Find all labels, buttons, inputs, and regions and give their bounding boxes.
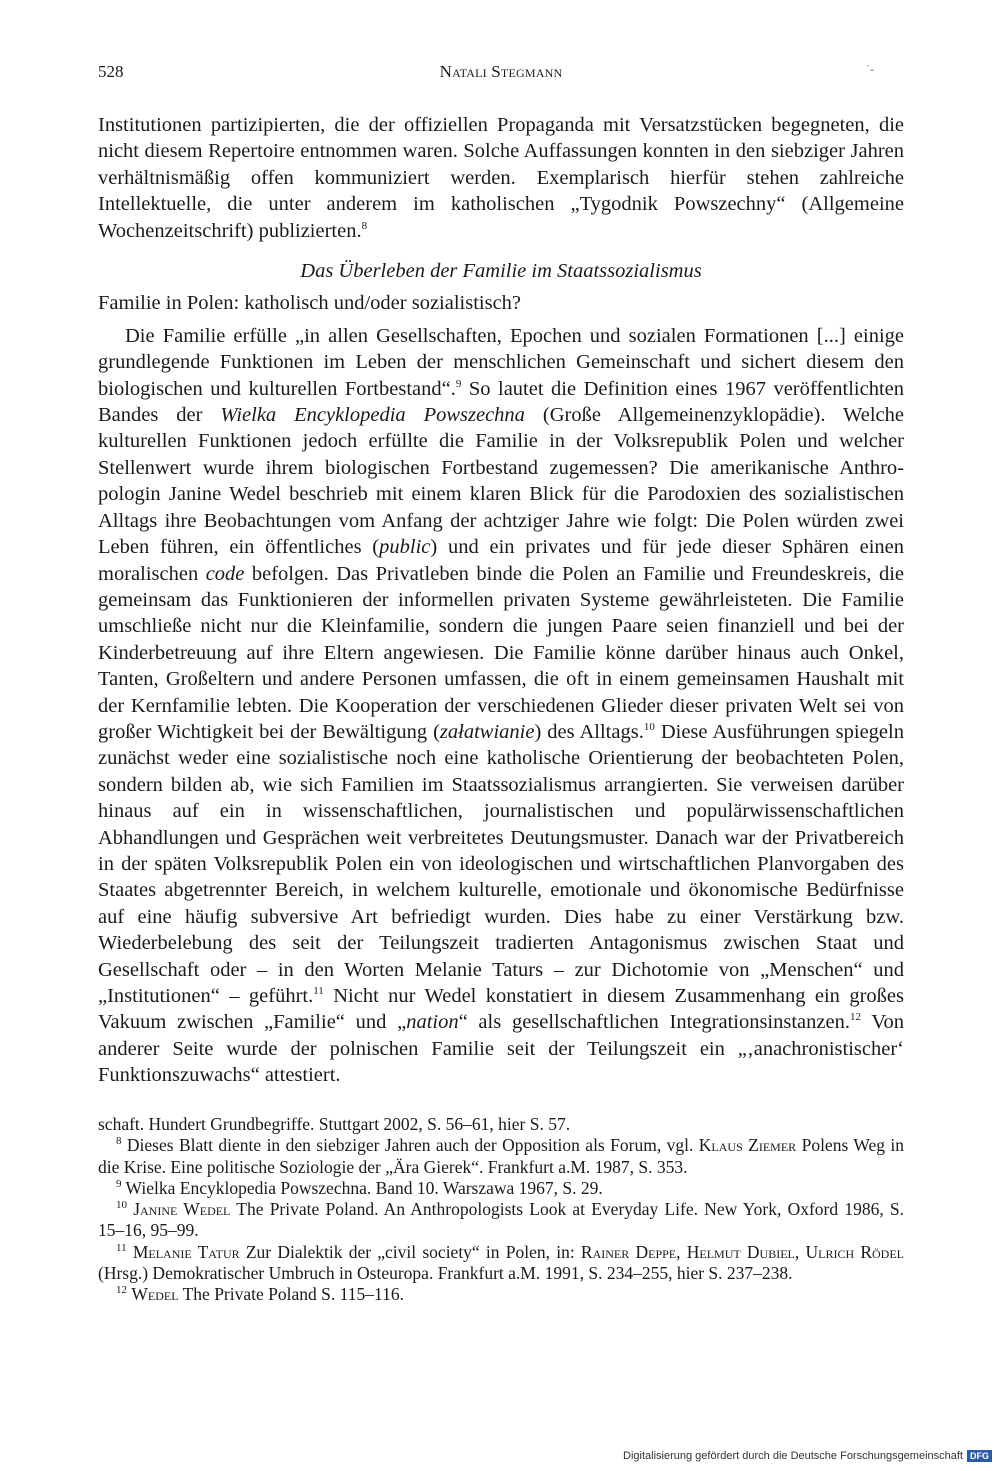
footnote-text: The Private Poland. An Anthropologists Look at Everyday Life. New York, Oxford 1986, S. 15–16, 95–99. <box>98 1199 905 1241</box>
credit-text: Digitalisierung gefördert durch die Deutsche Forschungsgemeinschaft <box>623 1450 963 1462</box>
footnote-text: Dieses Blatt diente in den siebziger Jahren auch der Opposition als Forum, vgl. <box>121 1135 699 1156</box>
footnotes <box>98 1114 904 1306</box>
footnote-text: (Hrsg.) Demokratischer Umbruch in Osteuropa. Frankfurt a.M. 1991, S. 234–255, hier S. 237–238. <box>98 1263 793 1284</box>
footnote-8 <box>98 1135 904 1178</box>
paragraph-text: ) des Alltags. <box>534 720 644 743</box>
footnote-10 <box>98 1199 904 1242</box>
footnote-author: Klaus Ziemer <box>698 1135 797 1156</box>
main-text <box>98 112 904 1089</box>
footnote-author: Janine Wedel <box>133 1199 231 1220</box>
paragraph-family <box>98 323 904 1089</box>
footnote-number: 12 <box>116 1284 127 1297</box>
footnote-ref-12: 12 <box>849 1011 861 1024</box>
footnote-number: 9 <box>116 1178 122 1191</box>
footnote-text: Polens Weg in die Krise. Eine politische Soziologie der „Ära Gierek“. Frankfurt a.M. 1987, S. 353. <box>98 1135 904 1177</box>
footnote-11 <box>98 1242 904 1285</box>
footnote-author: Wedel <box>131 1284 179 1305</box>
footnote-9 <box>98 1178 904 1199</box>
paragraph-text: “ als gesellschaftlichen Integrationsinstanzen. <box>458 1011 850 1034</box>
paragraph-text: So lautet die Definition eines 1967 veröffentlichten Bandes der <box>98 377 904 427</box>
paragraph-text: Diese Ausführungen spiegeln zunächst weder eine sozialistische noch eine katholische Orientierung der beobachteten Polen, sondern bilden ab, wie sich Familien im Staatssozialismus arrangierten. Sie verweisen darüber hinaus auf ein in wissenschaftlichen, journalistischen und populärwissenschaftlichen Abhandlungen und Gesprächen weit verbreitetes Deutungsmuster. Danach war der Privatbereich in der späten Volksrepublik Polen ein von ideologischen und wirtschaftlichen Planvorgaben des Staates abgetrennter Bereich, in welchem kulturelle, emotionale und ökonomische Bedürfnisse auf eine häufig subversive Art befriedigt wurden. Dies habe zu einer Verstärkung bzw. Wiederbelebung des seit der Teilungszeit tradierten Antagonismus zwischen Staat und Gesellschaft oder – in den Worten Melanie Taturs – zur Dichotomie von „Menschen“ und „Institutionen“ – geführt. <box>98 720 904 1007</box>
italic-term: code <box>205 562 245 585</box>
footnote-ref-11: 11 <box>313 985 324 998</box>
subsection-title: Familie in Polen: katholisch und/oder sozialistisch? <box>98 292 522 315</box>
italic-term: załatwianie <box>439 720 535 743</box>
footnote-ref-9: 9 <box>455 377 462 390</box>
footnote-text: Zur Dialektik der „civil society“ in Polen, in: <box>239 1241 581 1262</box>
footnote-ref-10: 10 <box>643 721 655 734</box>
footnote-ref-8: 8 <box>361 219 368 232</box>
scan-mark: ˙- <box>866 62 874 76</box>
paragraph-text: (Große Allgemeinenzyklopädie). Welche kulturellen Funktionen jedoch erfüllte die Familie in der Volksrepublik Polen und welcher Stellenwert wurde ihrem biologischen Fortbestand zugemessen? Die amerikanische Anthropologin Janine Wedel beschrieb mit einem klaren Blick für die Parodoxien des sozialistischen Alltags ihre Beobachtungen vom Anfang der achtziger Jahre wie folgt: Die Polen würden zwei Leben führen, ein öffentliches ( <box>98 404 904 559</box>
paragraph-text: Nicht nur Wedel konstatiert in diesem Zusammenhang ein großes Vakuum zwischen „Familie“ und „ <box>98 985 904 1034</box>
running-head: Natali Stegmann <box>439 62 563 81</box>
page-header <box>98 62 904 88</box>
paragraph-text: Die Familie erfülle „in allen Gesellschaften, Epochen und sozialen Formationen [...] einige grundlegende Funktionen im Leben der menschlichen Gemeinschaft und sichert diesem den biologischen und kulturellen Fortbestand“. <box>98 324 904 400</box>
footnote-text: Wielka Encyklopedia Powszechna. Band 10. Warszawa 1967, S. 29. <box>121 1177 603 1198</box>
footnote-text: The Private Poland S. 115–116. <box>178 1284 404 1305</box>
paragraph-intro <box>98 112 904 244</box>
footnote-12 <box>98 1284 904 1305</box>
footnote-number: 11 <box>116 1241 127 1254</box>
footnote-continuation: schaft. Hundert Grundbegriffe. Stuttgart 2002, S. 56–61, hier S. 57. <box>98 1114 571 1134</box>
footnote-editors: Rainer Deppe, Helmut Dubiel, Ulrich Rödel <box>580 1241 905 1262</box>
section-title: Das Überleben der Familie im Staatssozialismus <box>300 260 702 283</box>
page-number: 528 <box>98 62 124 81</box>
italic-term: nation <box>406 1011 459 1034</box>
footnote-author: Melanie Tatur <box>132 1241 240 1262</box>
footnote-number: 10 <box>116 1199 127 1212</box>
paragraph-text: Institutionen partizipierten, die der offiziellen Propaganda mit Versatzstücken begegneten, die nicht diesem Repertoire entnommen waren. Solche Auffassungen konnten in den siebziger Jahren verhältnismäßig offen kommuniziert werden. Exemplarisch hierfür stehen zahlreiche Intellektuelle, die unter anderem im katholischen „Tygodnik Powszechny“ (Allgemeine Wochenzeitschrift) publizierten. <box>98 114 904 242</box>
italic-title: Wielka Encyklopedia Powszechna <box>220 404 525 427</box>
digitization-credit <box>623 1450 992 1462</box>
dfg-logo: DFG <box>967 1450 992 1462</box>
paragraph-text: Von anderer Seite wurde der polnischen Familie seit der Teilungszeit ein „‚anachronistischer‘ Funktionszuwachs“ attestiert. <box>98 1011 905 1087</box>
italic-term: public <box>379 536 431 559</box>
footnote-number: 8 <box>116 1135 122 1148</box>
paragraph-text: befolgen. Das Privatleben binde die Polen an Familie und Freundeskreis, die gemeinsam das Funktionieren der informellen privaten Systeme gewährleisteten. Die Familie umschließe nicht nur die Kleinfamilie, sondern die jungen Paare seien finanziell und bei der Kinderbetreuung auf ihre Eltern angewiesen. Die Familie könne darüber hinaus auch Onkel, Tanten, Großeltern und andere Personen umfassen, die oft in einem gemeinsamen Haushalt mit der Kernfamilie lebten. Die Kooperation der verschiedenen Glieder dieser privaten Welt sei von großer Wichtigkeit bei der Bewältigung ( <box>98 562 904 743</box>
paragraph-text: ) und ein privates und für jede dieser Sphären einen moralischen <box>98 536 905 585</box>
